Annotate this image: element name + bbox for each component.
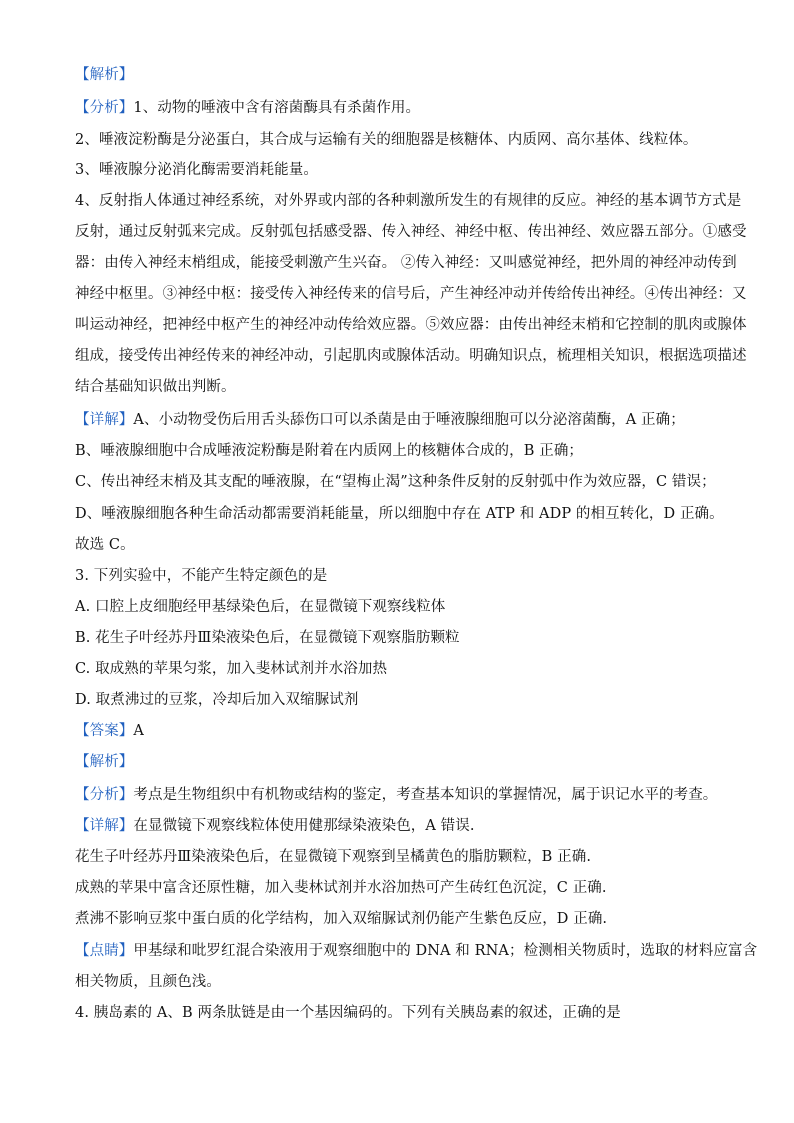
text-line: 神经中枢里。③神经中枢：接受传入神经传来的信号后，产生神经冲动并传给传出神经。④传出神经：又 xyxy=(75,286,747,302)
section-heading-analysis: 【解析】 xyxy=(75,754,134,770)
answer-line: 【答案】A xyxy=(75,723,144,739)
option-c: C. 取成熟的苹果匀浆，加入斐林试剂并水浴加热 xyxy=(75,661,388,677)
text-line: 花生子叶经苏丹Ⅲ染液染色后，在显微镜下观察到呈橘黄色的脂肪颗粒，B 正确. xyxy=(75,849,592,865)
text-line: 2、唾液淀粉酶是分泌蛋白，其合成与运输有关的细胞器是核糖体、内质网、高尔基体、线粒体。 xyxy=(75,132,698,148)
text-line: 4、反射指人体通过神经系统，对外界或内部的各种刺激所发生的有规律的反应。神经的基本调节方式是 xyxy=(75,193,742,209)
section-heading-analysis: 【解析】 xyxy=(75,67,134,83)
analysis-paragraph: 【分析】考点是生物组织中有机物或结构的鉴定，考查基本知识的掌握情况，属于识记水平的考查。 xyxy=(75,787,718,803)
text-line: 反射，通过反射弧来完成。反射弧包括感受器、传入神经、神经中枢、传出神经、效应器五部分。①感受 xyxy=(75,224,747,240)
detail-paragraph: 【详解】A、小动物受伤后用舌头舔伤口可以杀菌是由于唾液腺细胞可以分泌溶菌酶，A 正确； xyxy=(75,412,685,428)
option-a: A. 口腔上皮细胞经甲基绿染色后，在显微镜下观察线粒体 xyxy=(75,599,446,615)
conclusion-line: 故选 C。 xyxy=(75,537,135,553)
analysis-paragraph: 【分析】1、动物的唾液中含有溶菌酶具有杀菌作用。 xyxy=(75,100,421,116)
text-line: C、传出神经末梢及其支配的唾液腺，在“望梅止渴”这种条件反射的反射弧中作为效应器，C 错误； xyxy=(75,474,716,490)
question-4-stem: 4. 胰岛素的 A、B 两条肽链是由一个基因编码的。下列有关胰岛素的叙述，正确的是 xyxy=(75,1005,621,1021)
text-line: 结合基础知识做出判断。 xyxy=(75,379,236,395)
text-line: 器：由传入神经末梢组成，能接受刺激产生兴奋。 ②传入神经：又叫感觉神经，把外周的神经冲动传到 xyxy=(75,255,737,271)
tip-paragraph: 【点睛】甲基绿和吡罗红混合染液用于观察细胞中的 DNA 和 RNA；检测相关物质时，选取的材料应富含 xyxy=(75,943,758,959)
text-line: D、唾液腺细胞各种生命活动都需要消耗能量，所以细胞中存在 ATP 和 ADP 的相互转化，D 正确。 xyxy=(75,506,724,522)
detail-paragraph: 【详解】在显微镜下观察线粒体使用健那绿染液染色，A 错误. xyxy=(75,818,475,834)
question-3-stem: 3. 下列实验中，不能产生特定颜色的是 xyxy=(75,568,328,584)
text-line: 煮沸不影响豆浆中蛋白质的化学结构，加入双缩脲试剂仍能产生紫色反应，D 正确. xyxy=(75,911,608,927)
text-line: 组成，接受传出神经传来的神经冲动，引起肌肉或腺体活动。明确知识点，梳理相关知识，根据选项描述 xyxy=(75,348,747,364)
text-line: B、唾液腺细胞中合成唾液淀粉酶是附着在内质网上的核糖体合成的，B 正确； xyxy=(75,443,584,459)
text-line: 成熟的苹果中富含还原性糖，加入斐林试剂并水浴加热可产生砖红色沉淀，C 正确. xyxy=(75,880,607,896)
option-d: D. 取煮沸过的豆浆，冷却后加入双缩脲试剂 xyxy=(75,692,359,708)
text-line: 3、唾液腺分泌消化酶需要消耗能量。 xyxy=(75,162,318,178)
option-b: B. 花生子叶经苏丹Ⅲ染液染色后，在显微镜下观察脂肪颗粒 xyxy=(75,630,460,646)
text-line: 相关物质，且颜色浅。 xyxy=(75,974,221,990)
text-line: 叫运动神经，把神经中枢产生的神经冲动传给效应器。⑤效应器：由传出神经末梢和它控制的肌肉或腺体 xyxy=(75,317,747,333)
